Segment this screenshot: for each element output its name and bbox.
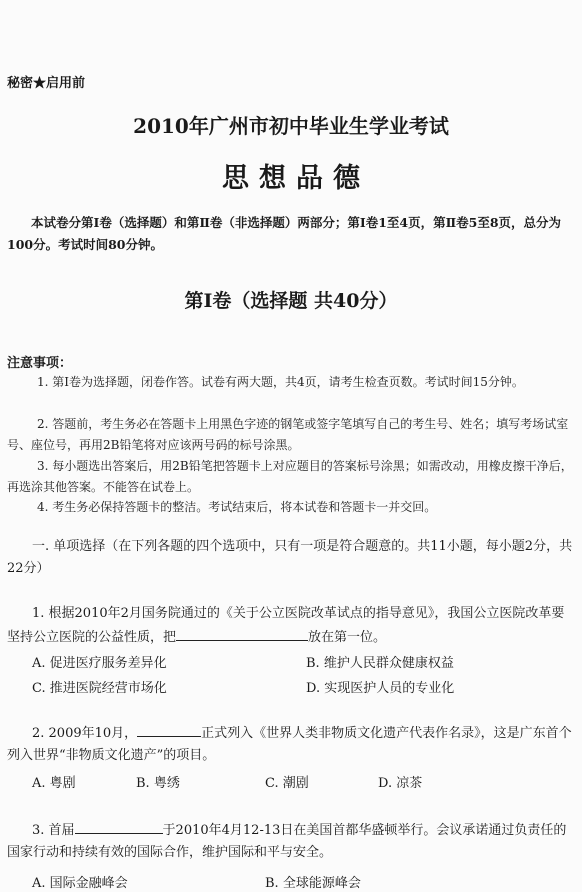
question-1-stem-a: 1. 根据2010年2月国务院通过的《关于公立医院改革试点的指导意见》，我国公立医院改革要坚持公立医院的公益性质，把 — [7, 606, 565, 645]
notice-item: 3. 每小题选出答案后，用2B铅笔把答题卡上对应题目的答案标号涂黑；如需改动，用橡皮擦干净后，再选涂其他答案。不能答在试卷上。 — [7, 459, 573, 494]
answer-blank — [75, 818, 163, 834]
option-a: A. 促进医疗服务差异化 — [32, 656, 167, 671]
notice-title: 注意事项： — [7, 356, 73, 371]
question-3-stem-b: 于2010年4月12-13日在美国首都华盛顿举行。会议承诺通过负责任的国家行动和持续有效的国际合作，维护国际和平与安全。 — [7, 823, 567, 860]
subject-title: 思想品德 — [222, 163, 370, 194]
option-b: B. 粤绣 — [136, 776, 180, 791]
option-a: A. 粤剧 — [32, 776, 76, 791]
notice-item: 1. 第Ⅰ卷为选择题，闭卷作答。试卷有两大题，共4页，请考生检查页数。考试时间15分钟。 — [37, 375, 524, 389]
question-2-stem-b: 正式列入《世界人类非物质文化遗产代表作名录》，这是广东首个列入世界“非物质文化遗产”的项目。 — [7, 726, 572, 763]
option-c: C. 推进医院经营市场化 — [32, 681, 167, 696]
option-b: B. 全球能源峰会 — [265, 876, 361, 891]
question-1-stem — [7, 603, 575, 649]
notice-item: 4. 考生务必保持答题卡的整洁。考试结束后，将本试卷和答题卡一并交回。 — [37, 500, 437, 514]
question-2-stem-a: 2. 2009年10月， — [32, 726, 138, 741]
exam-title: 2010年广州市初中毕业生学业考试 — [133, 114, 449, 138]
question-1-stem-b: 放在第一位。 — [308, 630, 387, 645]
question-3-stem — [7, 818, 575, 864]
notice-item: 2. 答题前，考生务必在答题卡上用黑色字迹的钢笔或签字笔填写自己的考生号、姓名；填写考场试室号、座位号，再用2B铅笔将对应该两号码的标号涂黑。 — [7, 417, 569, 452]
option-c: C. 潮剧 — [265, 776, 309, 791]
section-title: 一. 单项选择（在下列各题的四个选项中，只有一项是符合题意的。共11小题，每小题2分，共22分） — [7, 539, 573, 576]
confidential-mark: 秘密★启用前 — [7, 76, 86, 91]
question-3-stem-a: 3. 首届 — [32, 823, 75, 838]
exam-intro: 本试卷分第Ⅰ卷（选择题）和第Ⅱ卷（非选择题）两部分；第Ⅰ卷1至4页，第Ⅱ卷5至8页，总分为100分。考试时间80分钟。 — [7, 215, 562, 252]
question-2-stem — [7, 721, 575, 767]
option-b: B. 维护人民群众健康权益 — [306, 656, 454, 671]
option-d: D. 凉茶 — [378, 776, 423, 791]
answer-blank — [137, 721, 201, 737]
option-a: A. 国际金融峰会 — [32, 876, 128, 891]
answer-blank — [176, 625, 308, 641]
option-d: D. 实现医护人员的专业化 — [306, 681, 455, 696]
volume-title: 第Ⅰ卷（选择题 共40分） — [184, 290, 398, 312]
